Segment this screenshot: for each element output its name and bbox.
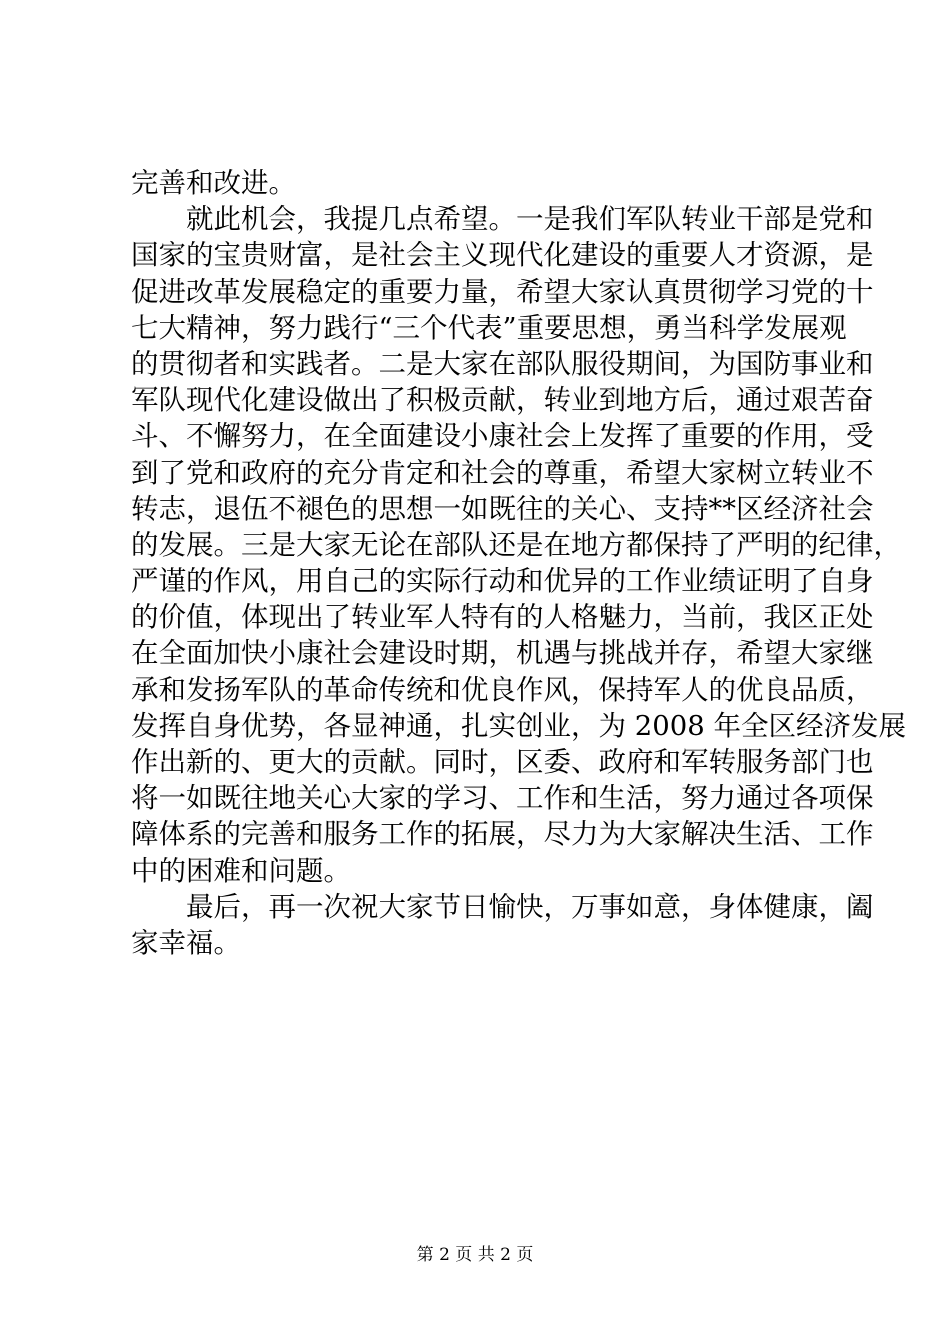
- text-line: 的发展。三是大家无论在部队还是在地方都保持了严明的纪律，: [131, 528, 901, 561]
- text-line: 军队现代化建设做出了积极贡献，转业到地方后，通过艰苦奋: [131, 384, 874, 417]
- text-line: 发挥自身优势，各显神通，扎实创业，为 2008 年全区经济发展: [131, 709, 906, 742]
- text-line: 中的困难和问题。: [131, 854, 351, 887]
- text-line: 作出新的、更大的贡献。同时，区委、政府和军转服务部门也: [131, 746, 874, 778]
- text-line: 的价值，体现出了转业军人特有的人格魅力，当前，我区正处: [131, 601, 874, 634]
- text-line: 承和发扬军队的革命传统和优良作风，保持军人的优良品质，: [131, 673, 874, 706]
- text-line: 完善和改进。: [131, 167, 296, 199]
- text-line: 七大精神，努力践行“三个代表”重要思想，勇当科学发展观: [131, 311, 847, 344]
- text-line: 将一如既往地关心大家的学习、工作和生活，努力通过各项保: [131, 782, 874, 815]
- text-line: 最后，再一次祝大家节日愉快，万事如意，身体健康，阖: [186, 890, 874, 923]
- text-line: 促进改革发展稳定的重要力量，希望大家认真贯彻学习党的十: [131, 275, 874, 308]
- text-line: 到了党和政府的充分肯定和社会的尊重，希望大家树立转业不: [131, 456, 874, 489]
- text-line: 家幸福。: [131, 926, 241, 959]
- text-line: 在全面加快小康社会建设时期，机遇与挑战并存，希望大家继: [131, 637, 874, 670]
- text-line: 严谨的作风，用自己的实际行动和优异的工作业绩证明了自身: [131, 565, 874, 598]
- text-line: 就此机会，我提几点希望。一是我们军队转业干部是党和: [186, 203, 874, 236]
- text-line: 国家的宝贵财富，是社会主义现代化建设的重要人才资源，是: [131, 239, 874, 272]
- document-body: [131, 165, 906, 961]
- text-line: 的贯彻者和实践者。二是大家在部队服役期间，为国防事业和: [131, 347, 874, 380]
- text-line: 斗、不懈努力，在全面建设小康社会上发挥了重要的作用，受: [131, 420, 874, 453]
- text-line: 转志，退伍不褪色的思想一如既往的关心、支持**区经济社会: [131, 492, 874, 525]
- text-line: 障体系的完善和服务工作的拓展，尽力为大家解决生活、工作: [131, 818, 874, 851]
- page-number-footer: 第 2 页 共 2 页: [416, 1245, 534, 1265]
